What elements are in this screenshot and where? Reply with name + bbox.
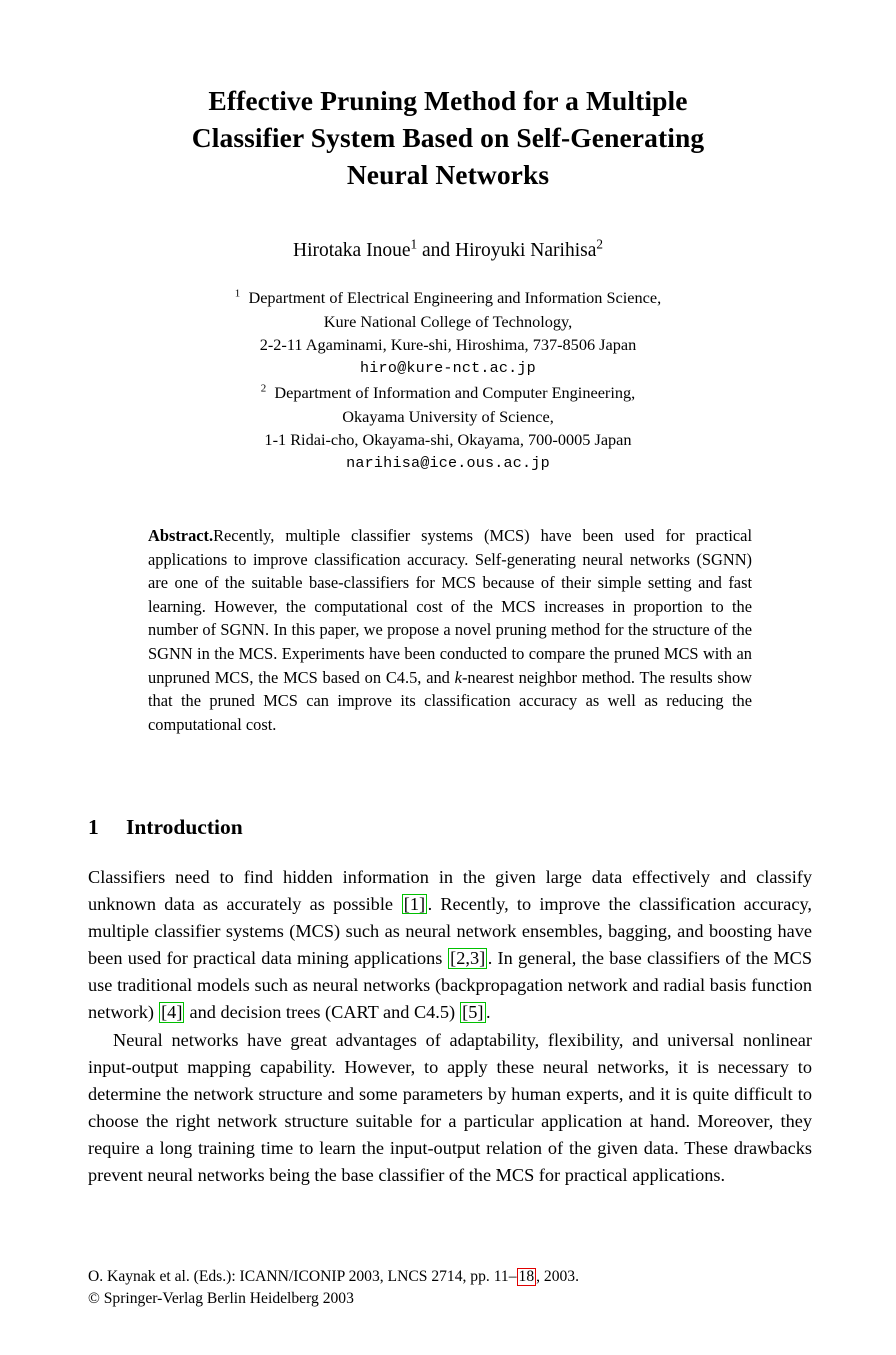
title-line-1: Effective Pruning Method for a Multiple — [208, 85, 688, 116]
title-line-3: Neural Networks — [346, 159, 550, 190]
page-range-label: 18 — [518, 1268, 535, 1285]
abstract-label: Abstract. — [148, 526, 214, 545]
citation-label-2: 2,3 — [456, 948, 480, 969]
citation-label-1: 1 — [409, 894, 419, 915]
author-name-1: Hirotaka Inoue — [292, 240, 411, 261]
affiliation-mark-2: 2 — [260, 382, 267, 395]
affiliation-1-dept: Department of Electrical Engineering and Information Science, — [248, 288, 662, 307]
affiliation-2-line-3: 1-1 Ridai-cho, Okayama-shi, Okayama, 700-0005 Japan — [264, 430, 632, 450]
abstract-italic-k: k — [454, 667, 462, 687]
author-name-2: Hiroyuki Narihisa — [455, 240, 597, 261]
author-conjunction: and — [417, 240, 456, 261]
citation-link-3[interactable]: [4] — [161, 1002, 183, 1023]
para1-part5: . — [486, 1002, 491, 1023]
affiliation-2-dept: Department of Information and Computer Engineering, — [274, 382, 636, 402]
affiliation-2-line-1 — [88, 381, 808, 405]
affiliation-1-line-2: Kure National College of Technology, — [323, 311, 573, 331]
affiliation-mark-1: 1 — [234, 287, 241, 300]
author-affiliation-mark-2: 2 — [596, 236, 603, 252]
footer-line-2: © Springer-Verlag Berlin Heidelberg 2003 — [88, 1289, 354, 1307]
para1-part2: . Recently, to improve the classification accuracy, multiple classifier systems (MCS) such as neural network ensembles, bagging, and boosting have been used for practical data mining applications — [88, 894, 812, 969]
section-title: Introduction — [126, 815, 243, 839]
footer-line-1 — [88, 1266, 812, 1288]
citation-label-4: 5 — [468, 1002, 478, 1023]
para1-part4: and decision trees (CART and C4.5) — [184, 1002, 460, 1023]
affiliation-1-line-3: 2-2-11 Agaminami, Kure-shi, Hiroshima, 737-8506 Japan — [259, 335, 637, 355]
section-number: 1 — [88, 815, 99, 839]
body-text — [88, 864, 812, 1189]
affiliation-2-line-2: Okayama University of Science, — [342, 406, 554, 426]
citation-label-3: 4 — [167, 1002, 177, 1023]
citation-link-1[interactable]: [1] — [403, 894, 426, 915]
author-list — [88, 238, 808, 264]
paragraph-2: Neural networks have great advantages of adaptability, flexibility, and universal nonlinear input-output mapping capability. However, to apply these neural networks, it is necessary to determine the network structure and some parameters by human experts, and it is quite difficult to choose the right network structure suitable for a particular application at hand. Moreover, they require a long training time to learn the input-output relation of the given data. These drawbacks prevent neural networks being the base classifier of the MCS for practical applications. — [88, 1029, 812, 1186]
page-title — [88, 82, 808, 193]
section-heading-introduction — [88, 813, 812, 841]
para1-part1: Classifiers need to find hidden information in the given large data effectively and classify unknown data as accurately as possible — [88, 867, 812, 915]
affiliation-2-email[interactable]: narihisa@ice.ous.ac.jp — [346, 453, 550, 472]
affiliation-block — [88, 286, 808, 476]
footer-year-text: , 2003. — [536, 1268, 579, 1285]
paragraph-1 — [88, 864, 812, 1027]
page-footer — [88, 1266, 812, 1309]
affiliation-1-line-1 — [88, 286, 808, 310]
page-range-link[interactable] — [517, 1268, 537, 1286]
abstract-text-part2: -nearest neighbor method. The results show that the pruned MCS can improve its classification accuracy as well as reducing the computational cost. — [148, 667, 752, 734]
para1-part3: . In general, the base classifiers of the MCS use traditional models such as neural networks (backpropagation network and radial basis function network) — [88, 948, 812, 1023]
citation-link-4[interactable]: [5] — [462, 1002, 484, 1023]
affiliation-1-email[interactable]: hiro@kure-nct.ac.jp — [360, 359, 536, 378]
footer-citation-text: O. Kaynak et al. (Eds.): ICANN/ICONIP 2003, LNCS 2714, pp. 11– — [88, 1268, 517, 1285]
citation-link-2[interactable]: [2,3] — [450, 948, 486, 969]
abstract-section — [148, 524, 752, 736]
author-affiliation-mark-1: 1 — [410, 236, 418, 252]
abstract-text-part1: Recently, multiple classifier systems (MCS) have been used for practical applications to improve classification accuracy. Self-generating neural networks (SGNN) are one of the suitable base-classifiers for MCS because of their simple setting and fast learning. However, the computational cost of the MCS increases in proportion to the number of SGNN. In this paper, we propose a novel pruning method for the structure of the SGNN in the MCS. Experiments have been conducted to compare the pruned MCS with an unpruned MCS, the MCS based on C4.5, and — [148, 526, 752, 687]
title-line-2: Classifier System Based on Self-Generating — [191, 122, 705, 153]
